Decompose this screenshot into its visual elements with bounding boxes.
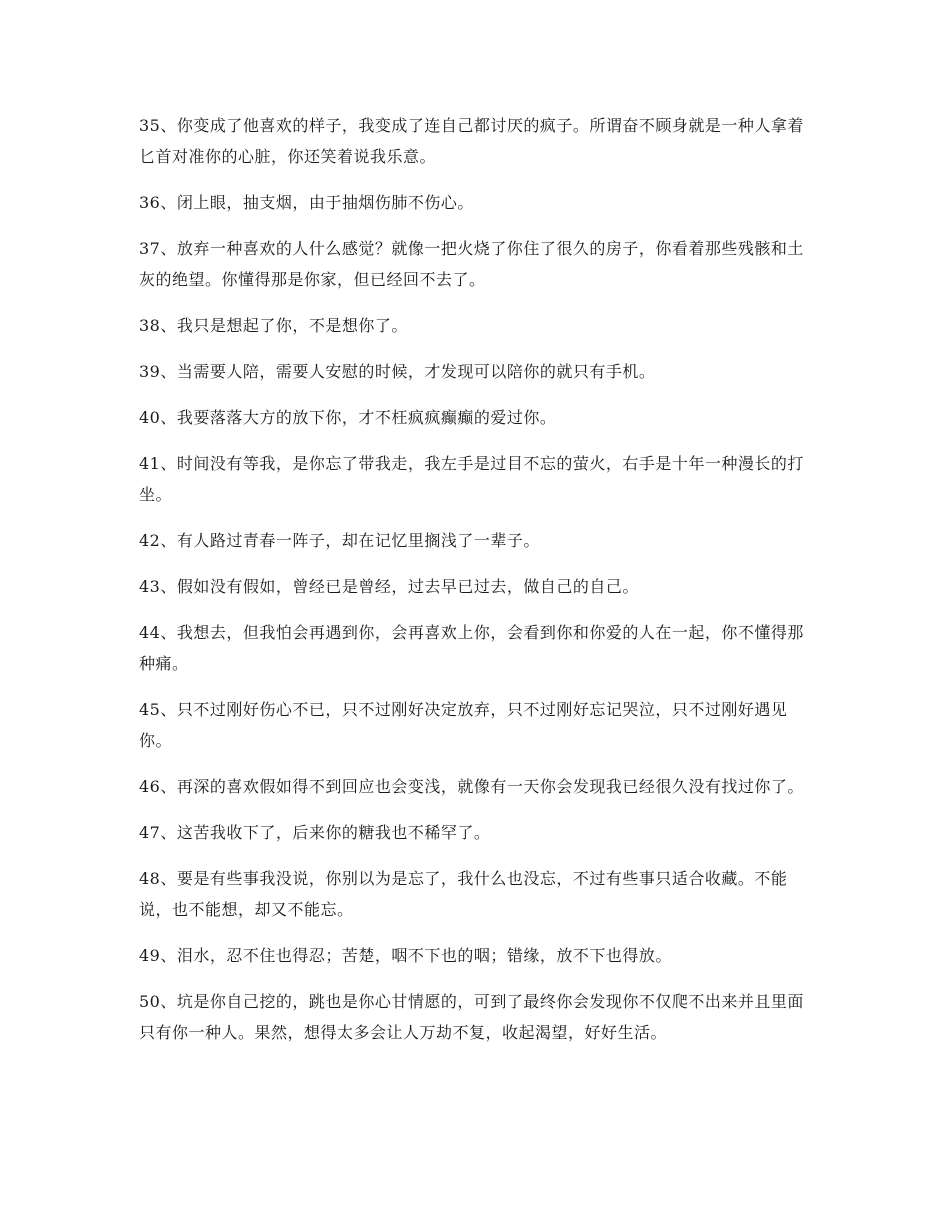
paragraph-36: 36、闭上眼，抽支烟，由于抽烟伤肺不伤心。 [139, 193, 474, 212]
paragraph-35: 35、你变成了他喜欢的样子，我变成了连自己都讨厌的疯子。所谓奋不顾身就是一种人拿着匕首对准你的心脏，你还笑着说我乐意。 [139, 116, 804, 166]
paragraph-45: 45、只不过刚好伤心不已，只不过刚好决定放弃，只不过刚好忘记哭泣，只不过刚好遇见你。 [139, 700, 788, 750]
paragraph-38: 38、我只是想起了你，不是想你了。 [139, 316, 408, 335]
paragraph-41: 41、时间没有等我，是你忘了带我走，我左手是过目不忘的萤火，右手是十年一种漫长的打坐。 [139, 454, 804, 504]
paragraph-50: 50、坑是你自己挖的，跳也是你心甘情愿的，可到了最终你会发现你不仅爬不出来并且里面只有你一种人。果然，想得太多会让人万劫不复，收起渴望，好好生活。 [139, 992, 804, 1042]
paragraph-37: 37、放弃一种喜欢的人什么感觉？就像一把火烧了你住了很久的房子，你看着那些残骸和土灰的绝望。你懂得那是你家，但已经回不去了。 [139, 239, 804, 289]
paragraph-44: 44、我想去，但我怕会再遇到你，会再喜欢上你，会看到你和你爱的人在一起，你不懂得那种痛。 [139, 623, 804, 673]
paragraph-46: 46、再深的喜欢假如得不到回应也会变浅，就像有一天你会发现我已经很久没有找过你了。 [139, 777, 804, 796]
paragraph-49: 49、泪水，忍不住也得忍；苦楚，咽不下也的咽；错缘，放不下也得放。 [139, 946, 672, 965]
paragraph-48: 48、要是有些事我没说，你别以为是忘了，我什么也没忘，不过有些事只适合收藏。不能说，也不能想，却又不能忘。 [139, 869, 788, 919]
paragraph-47: 47、这苦我收下了，后来你的糖我也不稀罕了。 [139, 823, 491, 842]
paragraph-39: 39、当需要人陪，需要人安慰的时候，才发现可以陪你的就只有手机。 [139, 362, 656, 381]
paragraph-40: 40、我要落落大方的放下你，才不枉疯疯癫癫的爱过你。 [139, 408, 557, 427]
document-body [139, 110, 811, 1063]
paragraph-42: 42、有人路过青春一阵子，却在记忆里搁浅了一辈子。 [139, 531, 540, 550]
paragraph-43: 43、假如没有假如，曾经已是曾经，过去早已过去，做自己的自己。 [139, 577, 639, 596]
